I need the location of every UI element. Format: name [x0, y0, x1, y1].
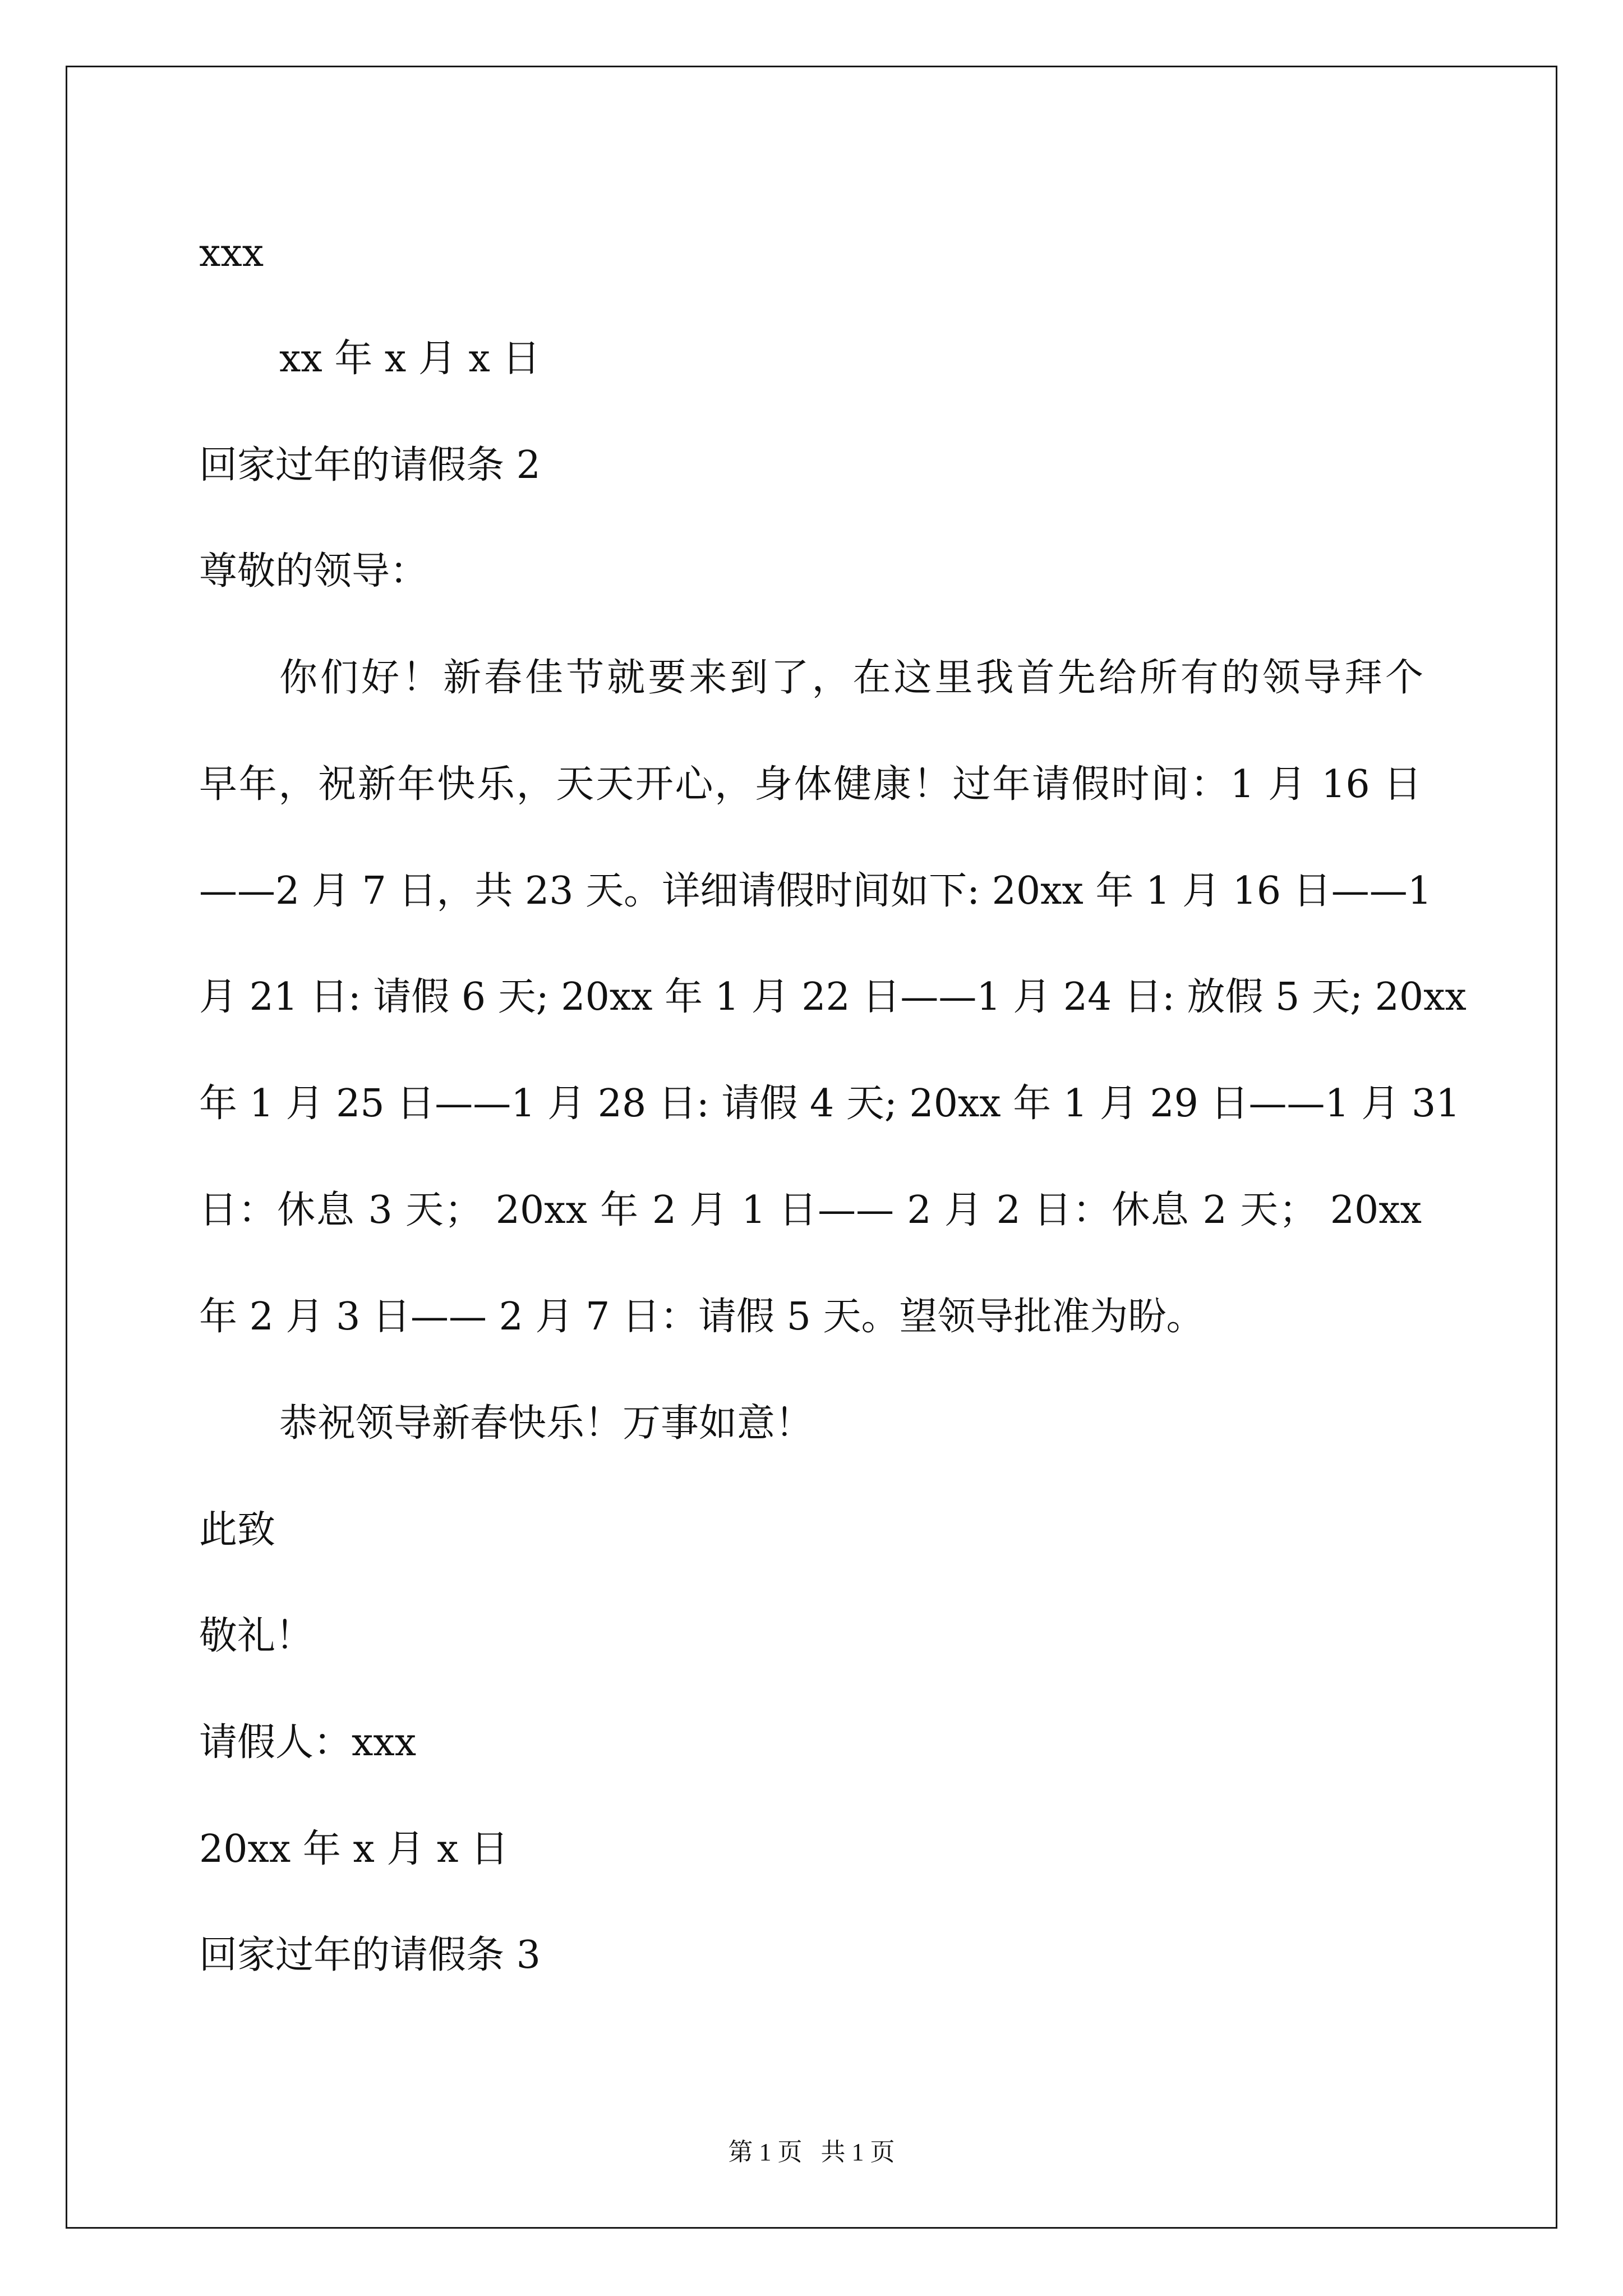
- salutation: 尊敬的领导：: [199, 549, 428, 593]
- body-line-4: 月 21 日: 请假 6 天; 20xx 年 1 月 22 日——1 月 24 日: 放假 5 天; 20xx: [199, 975, 1467, 1019]
- body-line-2: 早年，祝新年快乐，天天开心，身体健康！过年请假时间：1 月 16 日: [199, 762, 1422, 807]
- closing-ci-zhi: 此致: [199, 1508, 276, 1552]
- body-line-5: 年 1 月 25 日——1 月 28 日: 请假 4 天; 20xx 年 1 月 29 日——1 月 31: [199, 1082, 1460, 1126]
- body-line-1: 你们好！新春佳节就要来到了，在这里我首先给所有的领导拜个: [279, 656, 1423, 700]
- page-border: [66, 66, 1557, 2229]
- page-footer: 第 1 页 共 1 页: [728, 2138, 895, 2166]
- letter-title: 回家过年的请假条 2: [199, 443, 541, 487]
- wishes: 恭祝领导新春快乐！万事如意！: [279, 1401, 814, 1446]
- body-line-6: 日：休息 3 天； 20xx 年 2 月 1 日—— 2 月 2 日：休息 2 天； 20xx: [199, 1188, 1422, 1232]
- previous-date: xx 年 x 月 x 日: [279, 337, 541, 381]
- closing-jing-li: 敬礼！: [199, 1614, 314, 1658]
- body-line-7: 年 2 月 3 日—— 2 月 7 日：请假 5 天。望领导批准为盼。: [199, 1295, 1205, 1339]
- previous-signature: xxx: [199, 231, 264, 275]
- body-line-3: ——2 月 7 日，共 23 天。详细请假时间如下: 20xx 年 1 月 16 日——1: [199, 869, 1432, 913]
- applicant: 请假人：xxx: [199, 1720, 417, 1765]
- next-letter-title: 回家过年的请假条 3: [199, 1933, 541, 1977]
- letter-date: 20xx 年 x 月 x 日: [199, 1827, 509, 1871]
